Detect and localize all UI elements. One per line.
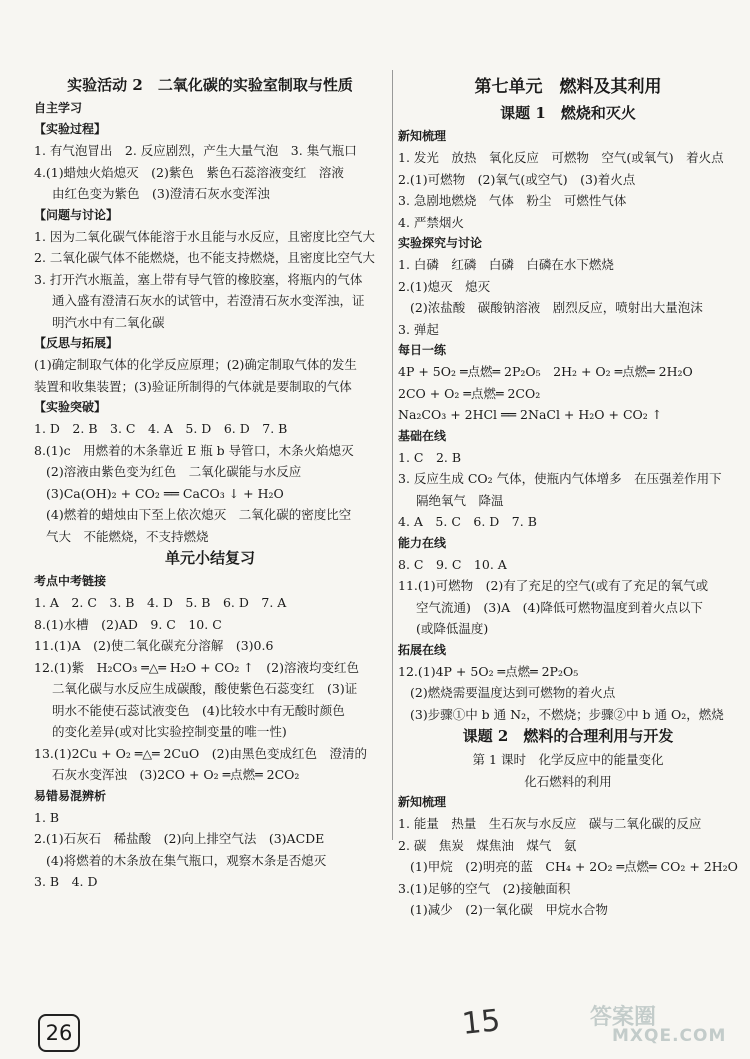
answer-line: (4)将燃着的木条放在集气瓶口，观察木条是否熄灭 [46, 852, 327, 868]
equation-line: 2CO + O₂ ═点燃═ 2CO₂ [398, 385, 541, 401]
handwritten-mark: 15 [460, 1003, 502, 1042]
answer-line: 1. 发光 放热 氧化反应 可燃物 空气(或氧气) 着火点 [398, 150, 724, 165]
answer-line: 隔绝氧气 降温 [416, 492, 504, 508]
answer-line: 8.(1)c 用燃着的木条靠近 E 瓶 b 导管口，木条火焰熄灭 [34, 442, 354, 458]
left-column [34, 74, 386, 893]
answer-line: 4.(1)蜡烛火焰熄灭 (2)紫色 紫色石蕊溶液变红 溶液 [34, 164, 344, 180]
period-1-subtitle: 化石燃料的利用 [524, 773, 612, 789]
answer-line: 2. 二氧化碳气体不能燃烧，也不能支持燃烧，且密度比空气大 [34, 250, 375, 265]
answer-line: 2.(1)可燃物 (2)氧气(或空气) (3)着火点 [398, 171, 636, 187]
answer-line: 通入盛有澄清石灰水的试管中，若澄清石灰水变浑浊，证 [52, 293, 365, 308]
new-knowledge-heading: 新知梳理 [398, 129, 447, 143]
equation-line: 4P + 5O₂ ═点燃═ 2P₂O₅ 2H₂ + O₂ ═点燃═ 2H₂O [398, 364, 693, 379]
answer-line: 明汽水中有二氧化碳 [52, 314, 165, 330]
watermark-logo [590, 1000, 740, 1050]
answer-line: 8. C 9. C 10. A [398, 556, 507, 572]
answer-line: 空气流通) (3)A (4)降低可燃物温度到着火点以下 [416, 599, 703, 615]
equation-line: Na₂CO₃ + 2HCl ══ 2NaCl + H₂O + CO₂ ↑ [398, 407, 663, 422]
watermark-url: MXQE.COM [612, 1026, 727, 1046]
answer-line: 11.(1)A (2)使二氧化碳充分溶解 (3)0.6 [34, 638, 274, 653]
answer-line: (1)甲烷 (2)明亮的蓝 CH₄ + 2O₂ ═点燃═ CO₂ + 2H₂O [410, 859, 738, 874]
answer-line: (4)燃着的蜡烛由下至上依次熄灭 二氧化碳的密度比空 [46, 507, 352, 522]
answer-line: 8.(1)水槽 (2)AD 9. C 10. C [34, 616, 222, 632]
column-divider [392, 70, 393, 840]
answer-line: 石灰水变浑浊 (3)2CO + O₂ ═点燃═ 2CO₂ [52, 767, 300, 782]
exam-link-heading: 考点中考链接 [34, 574, 107, 588]
lesson-2-title: 课题 2 燃料的合理利用与开发 [462, 727, 674, 745]
answer-line: 11.(1)可燃物 (2)有了充足的空气(或有了充足的氧气或 [398, 578, 709, 593]
answer-line: 2. 碳 焦炭 煤焦油 煤气 氨 [398, 837, 577, 853]
answer-line: (2)浓盐酸 碳酸钠溶液 剧烈反应，喷射出大量泡沫 [410, 300, 703, 315]
right-column [398, 74, 738, 921]
answer-line: (或降低温度) [416, 621, 489, 636]
answer-line: (2)燃烧需要温度达到可燃物的着火点 [410, 685, 616, 700]
discussion-heading: 【问题与讨论】 [34, 207, 119, 222]
reflection-heading: 【反思与拓展】 [34, 336, 119, 350]
self-study-heading: 自主学习 [34, 101, 83, 115]
new-knowledge-heading-2: 新知梳理 [398, 795, 447, 809]
activity-title: 实验活动 2 二氧化碳的实验室制取与性质 [67, 76, 353, 94]
expand-online-heading: 拓展在线 [398, 642, 447, 657]
confusion-heading: 易错易混辨析 [34, 788, 107, 803]
answer-line: (2)溶液由紫色变为红色 二氧化碳能与水反应 [46, 464, 302, 479]
unit-review-title: 单元小结复习 [164, 549, 255, 567]
explore-heading: 实验探究与讨论 [398, 236, 483, 250]
answer-line: 2.(1)石灰石 稀盐酸 (2)向上排空气法 (3)ACDE [34, 831, 325, 846]
answer-line: 1. 能量 热量 生石灰与水反应 碳与二氧化碳的反应 [398, 816, 702, 831]
answer-line: 装置和收集装置；(3)验证所制得的气体就是要制取的气体 [34, 378, 352, 394]
answer-line: 明水不能使石蕊试液变色 (4)比较水中有无酸时颜色 [52, 702, 345, 718]
answer-line: (1)减少 (2)一氧化碳 甲烷水合物 [410, 902, 608, 917]
unit-title: 第七单元 燃料及其利用 [474, 77, 662, 97]
period-1-title: 第 1 课时 化学反应中的能量变化 [472, 752, 664, 767]
ability-online-heading: 能力在线 [398, 535, 447, 550]
answer-line: (3)步骤①中 b 通 N₂，不燃烧；步骤②中 b 通 O₂，燃烧 [410, 706, 724, 722]
experiment-process-heading: 【实验过程】 [34, 122, 107, 136]
answer-line: 3. 弹起 [398, 321, 439, 337]
answer-line: 2.(1)熄灭 熄灭 [398, 278, 491, 294]
answer-line: 1. B [34, 809, 60, 825]
answer-line: 1. 因为二氧化碳气体能溶于水且能与水反应，且密度比空气大 [34, 228, 375, 244]
answer-line: 3. B 4. D [34, 874, 98, 889]
breakthrough-heading: 【实验突破】 [34, 400, 107, 414]
daily-practice-heading: 每日一练 [398, 343, 447, 357]
answer-line: 1. D 2. B 3. C 4. A 5. D 6. D 7. B [34, 421, 288, 436]
answer-line: 12.(1)4P + 5O₂ ═点燃═ 2P₂O₅ [398, 663, 579, 679]
answer-line: 1. A 2. C 3. B 4. D 5. B 6. D 7. A [34, 595, 287, 610]
watermark-text: 答案圈 [590, 1005, 657, 1030]
answer-line: 3.(1)足够的空气 (2)接触面积 [398, 880, 571, 896]
answer-line: 1. C 2. B [398, 449, 462, 465]
answer-line: 4. 严禁烟火 [398, 214, 464, 230]
answer-line: (3)Ca(OH)₂ + CO₂ ══ CaCO₃ ↓ + H₂O [46, 485, 284, 501]
answer-line: 的变化差异(或对比实验控制变量的唯一性) [52, 724, 287, 739]
answer-line: (1)确定制取气体的化学反应原理；(2)确定制取气体的发生 [34, 357, 357, 372]
answer-line: 气大 不能燃烧，不支持燃烧 [46, 528, 209, 544]
answer-line: 1. 有气泡冒出 2. 反应剧烈，产生大量气泡 3. 集气瓶口 [34, 143, 357, 158]
basic-online-heading: 基础在线 [398, 428, 447, 443]
answer-line: 3. 反应生成 CO₂ 气体，使瓶内气体增多 在压强差作用下 [398, 471, 722, 486]
page-number: 26 [38, 1014, 80, 1052]
lesson-1-title: 课题 1 燃烧和灭火 [500, 104, 636, 122]
answer-line: 由红色变为紫色 (3)澄清石灰水变浑浊 [52, 186, 270, 201]
answer-line: 13.(1)2Cu + O₂ ═△═ 2CuO (2)由黑色变成红色 澄清的 [34, 745, 367, 761]
answer-line: 4. A 5. C 6. D 7. B [398, 514, 537, 529]
answer-line: 12.(1)紫 H₂CO₃ ═△═ H₂O + CO₂ ↑ (2)溶液均变红色 [34, 659, 359, 675]
answer-line: 二氧化碳与水反应生成碳酸，酸使紫色石蕊变红 (3)证 [52, 681, 358, 696]
answer-line: 3. 急剧地燃烧 气体 粉尘 可燃性气体 [398, 193, 627, 208]
answer-line: 3. 打开汽水瓶盖，塞上带有导气管的橡胶塞，将瓶内的气体 [34, 271, 363, 287]
answer-line: 1. 白磷 红磷 白磷 白磷在水下燃烧 [398, 257, 614, 272]
